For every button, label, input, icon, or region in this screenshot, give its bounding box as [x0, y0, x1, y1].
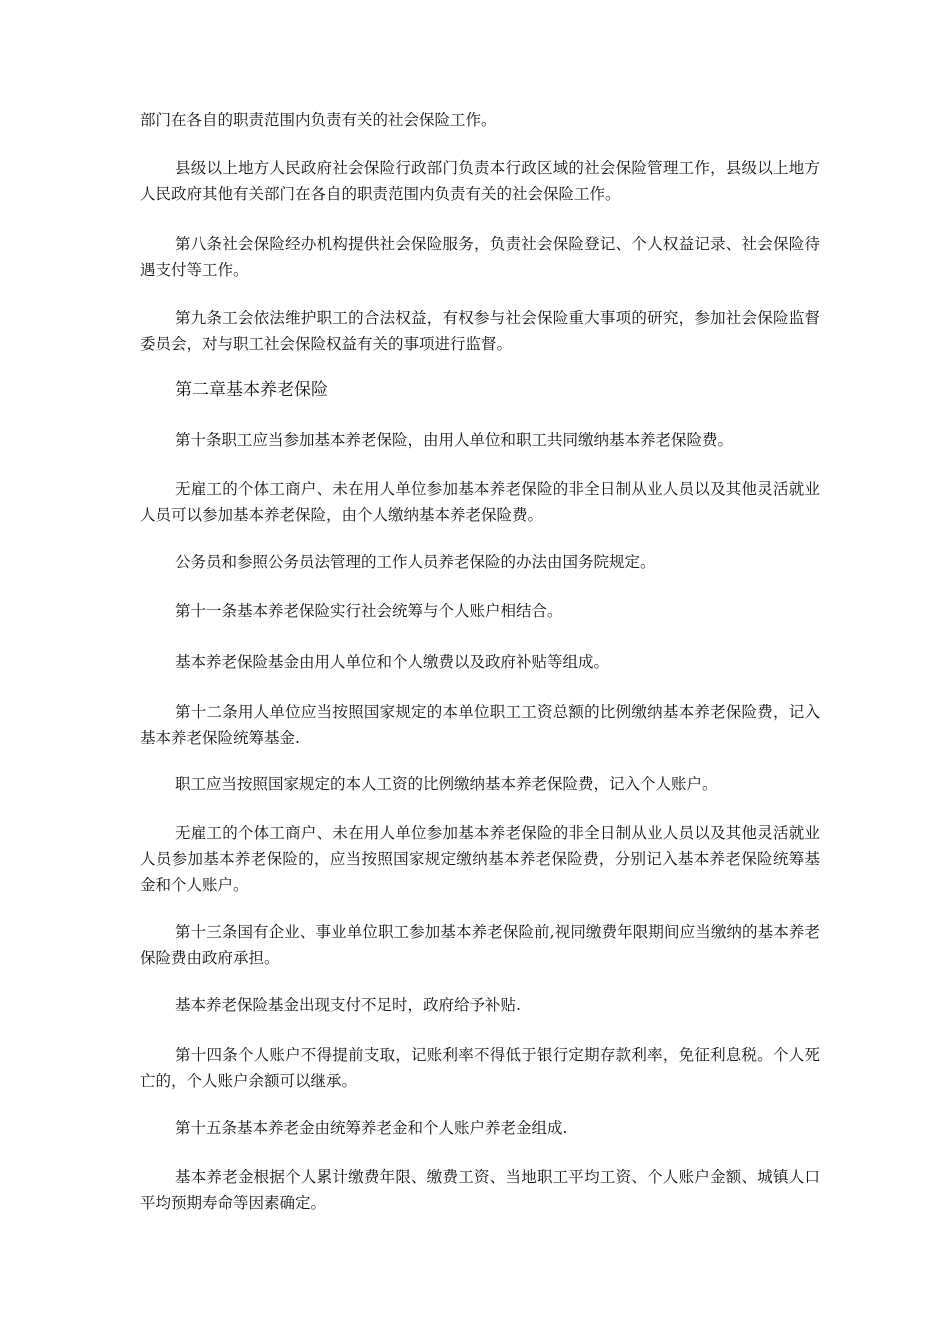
paragraph-government-subsidy: 基本养老保险基金出现支付不足时，政府给予补贴. [175, 996, 521, 1014]
paragraph-article-14: 第十四条个人账户不得提前支取，记账利率不得低于银行定期存款利率，免征利息税。个人死亡的，个人账户余额可以继承。 [140, 1046, 820, 1090]
paragraph-civil-servants: 公务员和参照公务员法管理的工作人员养老保险的办法由国务院规定。 [175, 553, 656, 571]
paragraph-article-12: 第十二条用人单位应当按照国家规定的本单位职工工资总额的比例缴纳基本养老保险费，记入基本养老保险统筹基金. [140, 703, 820, 747]
paragraph-employee-contribution: 职工应当按照国家规定的本人工资的比例缴纳基本养老保险费，记入个人账户。 [175, 775, 718, 793]
paragraph-self-employed: 无雇工的个体工商户、未在用人单位参加基本养老保险的非全日制从业人员以及其他灵活就业人员可以参加基本养老保险，由个人缴纳基本养老保险费。 [140, 480, 820, 524]
paragraph-article-11: 第十一条基本养老保险实行社会统筹与个人账户相结合。 [175, 602, 563, 620]
paragraph-fund-composition: 基本养老保险基金由用人单位和个人缴费以及政府补贴等组成。 [175, 653, 610, 671]
paragraph-local-government-duties: 县级以上地方人民政府社会保险行政部门负责本行政区域的社会保险管理工作，县级以上地方人民政府其他有关部门在各自的职责范围内负责有关的社会保险工作。 [140, 159, 820, 203]
paragraph-pension-factors: 基本养老金根据个人累计缴费年限、缴费工资、当地职工平均工资、个人账户金额、城镇人口平均预期寿命等因素确定。 [140, 1168, 820, 1212]
paragraph-article-13: 第十三条国有企业、事业单位职工参加基本养老保险前,视同缴费年限期间应当缴纳的基本养老保险费由政府承担。 [140, 923, 820, 967]
paragraph-continuation: 部门在各自的职责范围内负责有关的社会保险工作。 [140, 111, 497, 129]
paragraph-article-15: 第十五条基本养老金由统筹养老金和个人账户养老金组成. [175, 1119, 568, 1137]
paragraph-article-10: 第十条职工应当参加基本养老保险，由用人单位和职工共同缴纳基本养老保险费。 [175, 431, 734, 449]
paragraph-article-9: 第九条工会依法维护职工的合法权益，有权参与社会保险重大事项的研究，参加社会保险监督委员会，对与职工社会保险权益有关的事项进行监督。 [140, 309, 820, 353]
paragraph-flexible-employment: 无雇工的个体工商户、未在用人单位参加基本养老保险的非全日制从业人员以及其他灵活就业人员参加基本养老保险的，应当按照国家规定缴纳基本养老保险费，分别记入基本养老保险统筹基金和个人账户。 [140, 824, 820, 894]
paragraph-article-8: 第八条社会保险经办机构提供社会保险服务，负责社会保险登记、个人权益记录、社会保险待遇支付等工作。 [140, 235, 820, 279]
chapter-heading: 第二章基本养老保险 [175, 380, 328, 400]
